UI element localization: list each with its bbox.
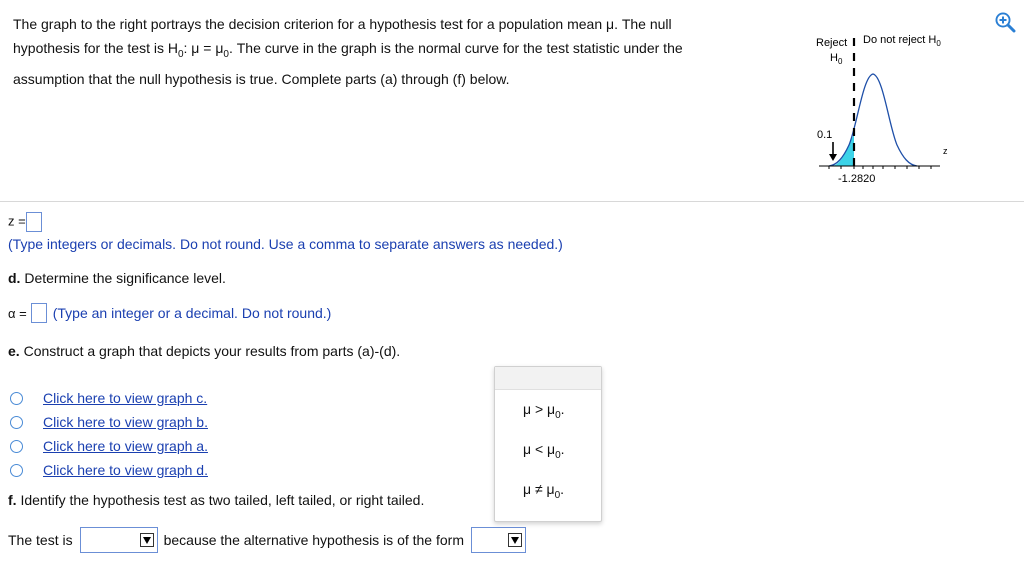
intro-line-2-sub2: 0	[223, 48, 229, 60]
reject-h-label	[830, 52, 843, 66]
dropdown-arrow-icon	[140, 533, 154, 547]
problem-intro	[13, 12, 773, 91]
dropdown-option-not-equal[interactable]	[523, 481, 564, 501]
part-f-text: Identify the hypothesis test as two tailed, left tailed, or right tailed.	[16, 492, 425, 508]
alternative-form-select[interactable]	[471, 527, 526, 553]
alternative-form-dropdown-list	[494, 366, 602, 522]
radio-button[interactable]	[10, 464, 23, 477]
intro-line-2-a: hypothesis for the test is H	[13, 40, 178, 56]
graph-option[interactable]	[10, 434, 208, 458]
graph-option[interactable]	[10, 410, 208, 434]
intro-line-2-sub: 0	[177, 48, 184, 60]
intro-line-2-c: . The curve in the graph is the normal curve for the test statistic under the	[228, 40, 683, 56]
part-d-question	[8, 270, 226, 286]
section-divider	[0, 201, 1024, 202]
z-answer-row	[8, 212, 42, 232]
do-not-reject-text: Do not reject H	[863, 34, 937, 46]
z-axis-label: z	[943, 146, 948, 156]
because-label: because the alternative hypothesis is of the form	[163, 532, 464, 548]
part-f-question	[8, 492, 424, 508]
radio-button[interactable]	[10, 416, 23, 429]
alpha-label: α =	[8, 305, 27, 321]
reject-h-sub: 0	[837, 57, 843, 66]
graph-option-link[interactable]: Click here to view graph c.	[43, 390, 208, 406]
option-text: μ ≠ μ	[523, 481, 555, 497]
intro-line-2	[13, 36, 773, 67]
radio-button[interactable]	[10, 440, 23, 453]
graph-option-link[interactable]: Click here to view graph d.	[43, 462, 208, 478]
option-post: .	[560, 481, 565, 497]
part-e-text: Construct a graph that depicts your results from parts (a)-(d).	[19, 343, 401, 359]
graph-option-link[interactable]: Click here to view graph a.	[43, 438, 208, 454]
alpha-arrow-head	[829, 154, 837, 161]
test-type-row	[8, 527, 526, 553]
dropdown-arrow-icon	[508, 533, 522, 547]
reject-h: H	[830, 52, 838, 64]
critical-value-label: -1.2820	[838, 173, 876, 185]
intro-line-1: The graph to the right portrays the decision criterion for a hypothesis test for a population mean μ. The null	[13, 16, 672, 32]
part-e-question	[8, 343, 400, 359]
option-post: .	[560, 441, 565, 457]
zoom-in-icon[interactable]	[994, 11, 1016, 33]
option-sub: 0	[555, 409, 561, 421]
part-e-letter: e.	[8, 343, 20, 359]
alpha-value-label: 0.1	[817, 129, 833, 141]
option-post: .	[560, 401, 565, 417]
graph-options	[10, 386, 208, 482]
part-d-text: Determine the significance level.	[20, 270, 226, 286]
alpha-hint: (Type an integer or a decimal. Do not round.)	[52, 305, 332, 321]
option-text: μ > μ	[523, 401, 556, 417]
radio-button[interactable]	[10, 392, 23, 405]
dropdown-header	[495, 367, 601, 390]
intro-line-2-b: : μ = μ	[183, 40, 224, 56]
do-not-reject-label	[863, 34, 941, 48]
reject-label: Reject	[816, 37, 848, 49]
test-type-select[interactable]	[80, 527, 158, 553]
graph-option[interactable]	[10, 458, 208, 482]
do-not-reject-sub: 0	[936, 39, 941, 48]
dropdown-option-greater[interactable]	[523, 401, 565, 421]
part-f-letter: f.	[8, 492, 17, 508]
alpha-answer-input[interactable]	[31, 303, 47, 323]
part-d-letter: d.	[8, 270, 21, 286]
z-answer-input[interactable]	[26, 212, 42, 232]
intro-line-3: assumption that the null hypothesis is true. Complete parts (a) through (f) below.	[13, 70, 510, 87]
z-label: z =	[8, 213, 26, 229]
test-is-label: The test is	[8, 532, 73, 548]
graph-option[interactable]	[10, 386, 208, 410]
alpha-answer-row	[8, 303, 331, 323]
option-text: μ < μ	[523, 441, 556, 457]
decision-criterion-graph	[805, 30, 965, 190]
option-sub: 0	[555, 449, 561, 461]
z-hint: (Type integers or decimals. Do not round. Use a comma to separate answers as needed.)	[8, 236, 563, 252]
normal-curve	[829, 74, 917, 166]
dropdown-option-less[interactable]	[523, 441, 565, 461]
graph-option-link[interactable]: Click here to view graph b.	[43, 414, 208, 430]
option-sub: 0	[554, 489, 561, 501]
